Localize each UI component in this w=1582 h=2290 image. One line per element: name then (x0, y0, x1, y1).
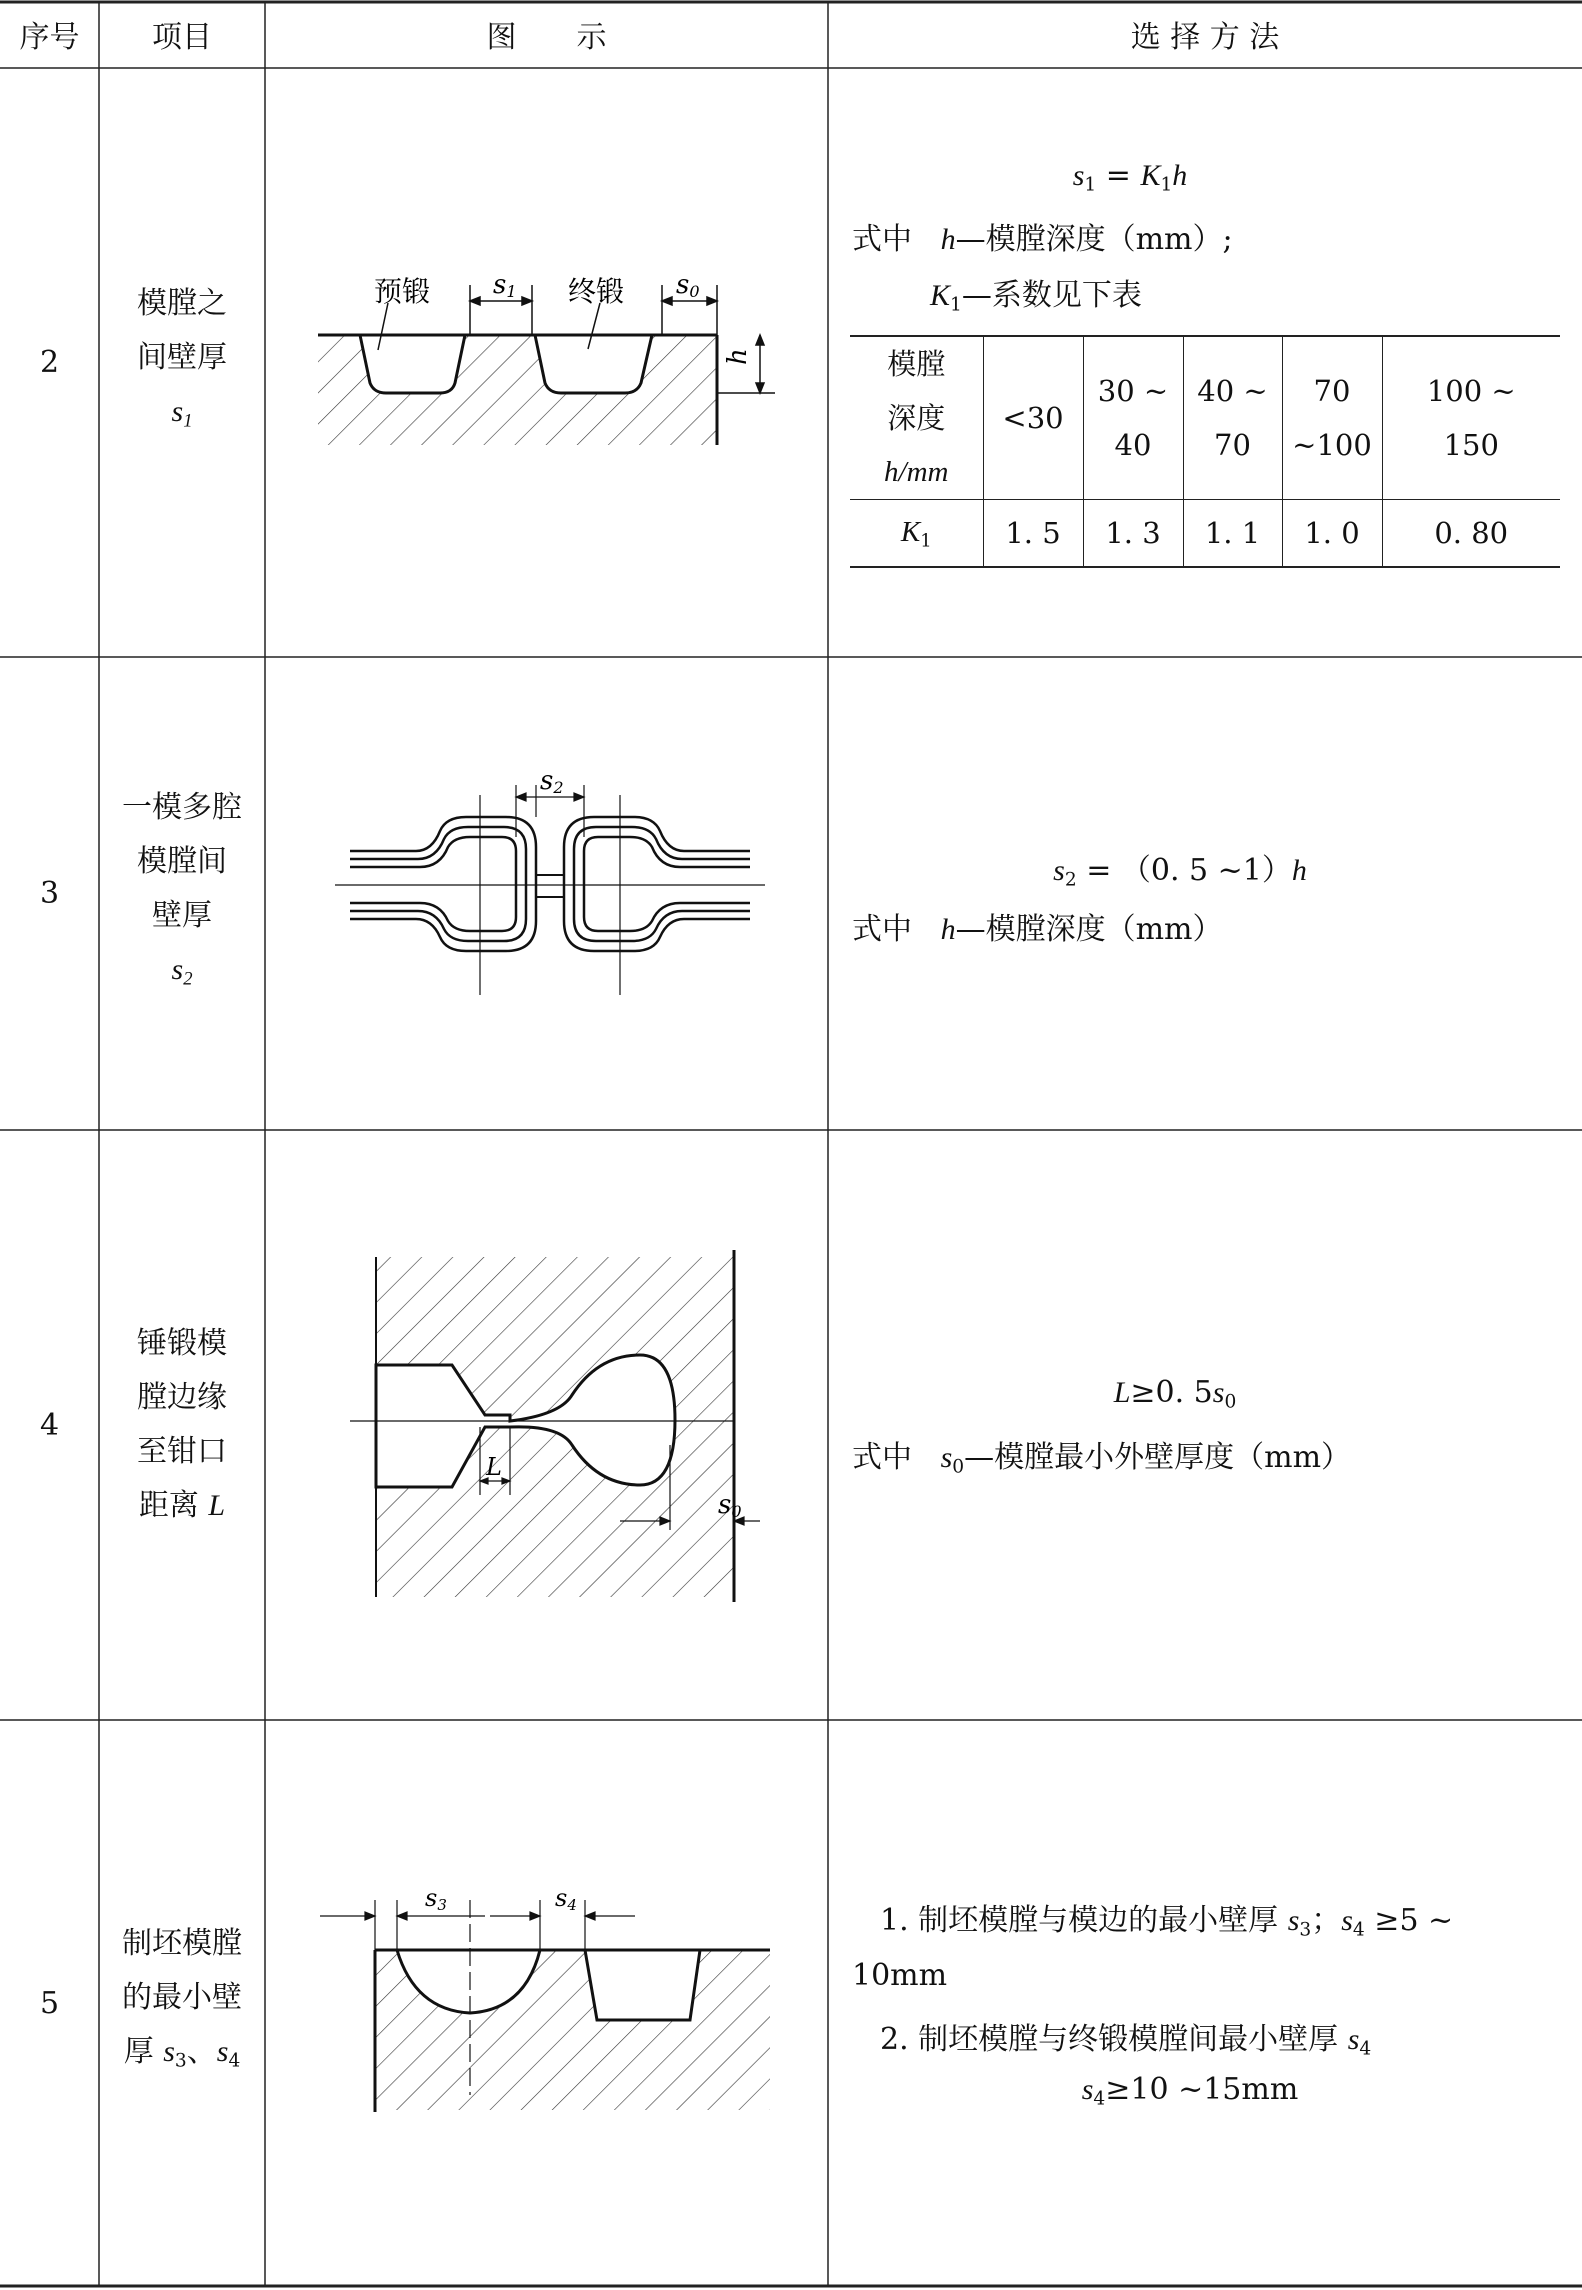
table-row (850, 336, 1560, 500)
table-cell: 1. 3 (1083, 500, 1183, 568)
item-line: 制坯模膛 (122, 1926, 242, 1962)
row-item (99, 68, 265, 657)
item-line: 模膛间 (137, 843, 227, 879)
table-cell: 1. 5 (983, 500, 1083, 568)
where-clause-h: 式中 h—模膛深度（mm） (852, 912, 1223, 947)
row-number: 2 (39, 345, 60, 380)
header-col-no: 序号 (19, 20, 80, 55)
item-line: 模膛之 (137, 285, 227, 321)
row-item (99, 1130, 265, 1720)
figure-die-cavity-spacing (300, 255, 790, 455)
method-line-1: 1. 制坯模膛与模边的最小壁厚 $s_3$；$s_4 \ge 5$ ~ (880, 1903, 1454, 1941)
table-cell: 100 ~ 150 (1382, 336, 1560, 500)
dim-label-s0: s0 (718, 1490, 742, 1521)
item-line: 一模多腔 (122, 789, 242, 825)
formula-s1: $s_1 = K_1h$ (1072, 158, 1188, 196)
label-finish-forge: 终锻 (568, 275, 625, 308)
row-number: 3 (39, 876, 60, 911)
method-line-4: $s_4\ge 10$ ~15mm (1081, 2072, 1299, 2110)
row-number: 5 (39, 1985, 60, 2021)
item-line: 厚 $s_3$、$s_4$ (123, 2034, 241, 2072)
table-cell: 0. 80 (1382, 500, 1560, 568)
table-cell: 30 ~ 40 (1083, 336, 1183, 500)
row-number: 4 (39, 1407, 60, 1443)
where-clause-k: $K_1—$系数见下表 (930, 278, 1142, 316)
table-cell: 1. 0 (1282, 500, 1382, 568)
item-line: 壁厚 (152, 897, 212, 933)
where-clause-h: 式中 h—模膛深度（mm）; (852, 222, 1233, 257)
dim-label-h: h (723, 348, 753, 365)
table-cell: <30 (983, 336, 1083, 500)
item-line: 膛边缘 (137, 1380, 227, 1415)
item-line: 锤锻模 (137, 1326, 227, 1361)
formula-L: L≥0. $5s_0$ (1113, 1375, 1237, 1413)
figure-cavity-edge-distance (340, 1245, 760, 1605)
dim-label-s2: s2 (540, 775, 564, 797)
row-item (99, 657, 265, 1130)
table-cell-header: $K_1$ (850, 500, 983, 568)
header-col-method: 选 择 方 法 (1130, 20, 1280, 55)
item-line: 间壁厚 (137, 339, 227, 375)
table-cell: 70 ~100 (1282, 336, 1382, 500)
table-cell: 1. 1 (1183, 500, 1282, 568)
item-symbol: $s_2$ (171, 952, 193, 990)
table-row (850, 500, 1560, 568)
formula-s2: $s_2 = (0$. 5 ~1）h (1053, 853, 1307, 891)
where-clause-s0: 式中 $s_0—$模膛最小外壁厚度（mm） (852, 1440, 1352, 1478)
figure-multi-cavity (330, 775, 770, 1005)
label-preforge: 预锻 (374, 275, 431, 308)
dim-label-s4: s4 (555, 1884, 577, 1914)
header-col-item: 项目 (152, 20, 212, 55)
method-line-2: 10mm (852, 1958, 948, 1993)
table-cell: 40 ~ 70 (1183, 336, 1282, 500)
item-symbol: $s_1$ (171, 394, 193, 432)
figure-preform-wall (315, 1880, 775, 2120)
header-col-figure: 图 示 (486, 20, 607, 55)
item-line: 的最小壁 (122, 1980, 242, 2016)
method-line-3: 2. 制坯模膛与终锻模膛间最小壁厚 $s_4$ (880, 2022, 1372, 2060)
row-item (99, 1720, 265, 2286)
dim-label-s0: s0 (676, 270, 700, 301)
table-cell-header: 模膛 深度 h/mm (850, 336, 983, 500)
dim-label-s1: s1 (493, 270, 517, 301)
item-line: 距离 L (138, 1488, 226, 1523)
k-coefficient-table (850, 335, 1560, 568)
dim-label-s3: s3 (425, 1884, 447, 1914)
item-line: 至钳口 (137, 1434, 227, 1469)
dim-label-L: L (486, 1453, 502, 1481)
